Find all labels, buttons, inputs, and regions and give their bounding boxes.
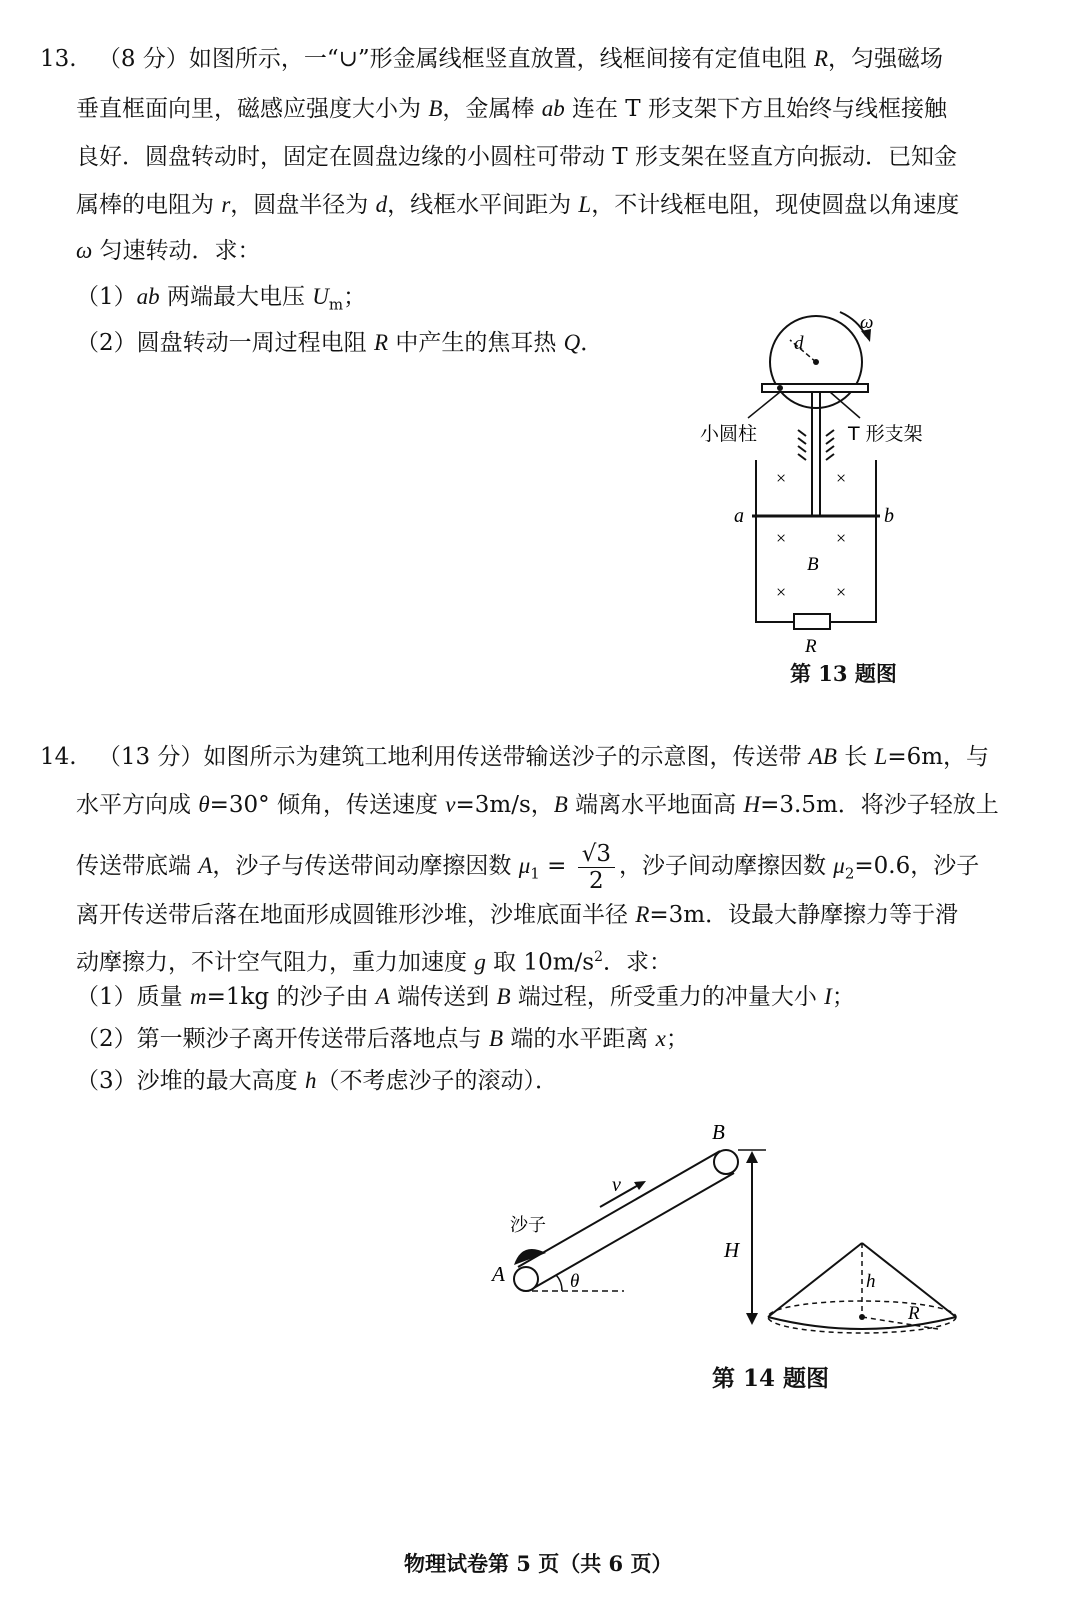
t-frame-label: T 形支架 [848,423,923,445]
q13-line-5: ω 匀速转动．求： [76,238,261,264]
q13-sub-1: （1）ab 两端最大电压 $U_m$； [76,284,367,314]
q14-number: 14. [40,744,77,770]
height-arrow-top [746,1151,758,1163]
field-cross: × [836,528,847,548]
q13-figure [690,300,950,700]
resistor [794,614,830,629]
field-cross: × [836,468,847,488]
mu1-fraction: $\frac{√3}{2}$ [578,841,615,894]
q14-figure [490,1115,1010,1345]
height-arrow-bottom [746,1313,758,1325]
field-label-B: B [807,554,819,575]
belt-top-edge [518,1151,720,1267]
disc-radius-label: d [794,333,804,354]
small-cylinder-label: 小圆柱 [700,423,758,445]
omega-label: ω [860,312,874,333]
q13-line-2: 垂直框面向里，磁感应强度大小为 B，金属棒 ab 连在 T 形支架下方且始终与线框接触 [76,96,947,122]
resistor-label: R [805,636,817,657]
guide-right [826,430,834,460]
theta-label: θ [570,1271,580,1292]
cone-left-side [768,1243,862,1317]
velocity-label: v [612,1174,621,1196]
q14-sub-2: （2）第一颗沙子离开传送带后落地点与 B 端的水平距离 x； [76,1026,689,1052]
q14-figure-caption: 第 14 题图 [712,1365,830,1392]
field-cross: × [776,468,787,488]
q14-line-4: 离开传送带后落在地面形成圆锥形沙堆，沙堆底面半径 R=3m．设最大静摩擦力等于滑 [76,902,959,928]
sand-label: 沙子 [510,1215,546,1236]
cone-height-label: h [866,1271,876,1292]
cone-center [859,1314,865,1320]
field-cross: × [776,528,787,548]
label-b: b [884,505,894,527]
q13-line-3: 良好．圆盘转动时，固定在圆盘边缘的小圆柱可带动 T 形支架在竖直方向振动．已知金 [76,144,957,170]
label-a: a [734,505,744,527]
q14-sub-3: （3）沙堆的最大高度 h（不考虑沙子的滚动）． [76,1068,558,1094]
cone-radius-label: R [908,1303,920,1324]
q14-line-2: 水平方向成 θ=30° 倾角，传送速度 v=3m/s，B 端离水平地面高 H=3.5m．将沙子轻放上 [76,792,999,818]
field-cross: × [836,582,847,602]
height-label: H [724,1238,740,1262]
roller-B [714,1150,738,1174]
q14-points: （13 分） [97,744,204,770]
guide-left [798,430,806,460]
sand-on-belt [514,1249,546,1265]
q14-line-1: 14. （13 分）如图所示为建筑工地利用传送带输送沙子的示意图，传送带 AB 长 L=6m，与 [40,744,990,770]
label-A: A [492,1262,505,1286]
roller-A [514,1267,538,1291]
field-cross: × [776,582,787,602]
label-B: B [712,1120,725,1144]
u-frame [756,460,794,622]
q14-sub-1: （1）质量 m=1kg 的沙子由 A 端传送到 B 端过程，所受重力的冲量大小 I； [76,984,855,1010]
q13-line-1: 13. （8 分）如图所示，一“∪”形金属线框竖直放置，线框间接有定值电阻 R，匀强磁场 [40,46,944,72]
q13-line-4: 属棒的电阻为 r，圆盘半径为 d，线框水平间距为 L，不计线框电阻，现使圆盘以角速度 [76,192,960,218]
small-cylinder [777,385,783,391]
q14-line-3: 传送带底端 A，沙子与传送带间动摩擦因数 $\mu_1$ = $\frac{√3}{2}$ ，沙子间动摩擦因数 $\mu_2=0.6$，沙子 [76,840,980,894]
q14-line-5: 动摩擦力，不计空气阻力，重力加速度 g 取 $10m/s^2$．求： [76,949,672,976]
q13-points: （8 分） [97,46,189,72]
q13-number: 13. [40,46,77,72]
velocity-arrow [600,1183,642,1207]
q13-sub-2: （2）圆盘转动一周过程电阻 R 中产生的焦耳热 Q． [76,330,604,356]
q13-figure-caption: 第 13 题图 [790,661,897,686]
angle-arc [556,1275,562,1291]
belt-bottom-edge [532,1173,734,1289]
page-footer: 物理试卷第 5 页（共 6 页） [404,1551,673,1576]
cylinder-leader [748,392,780,418]
